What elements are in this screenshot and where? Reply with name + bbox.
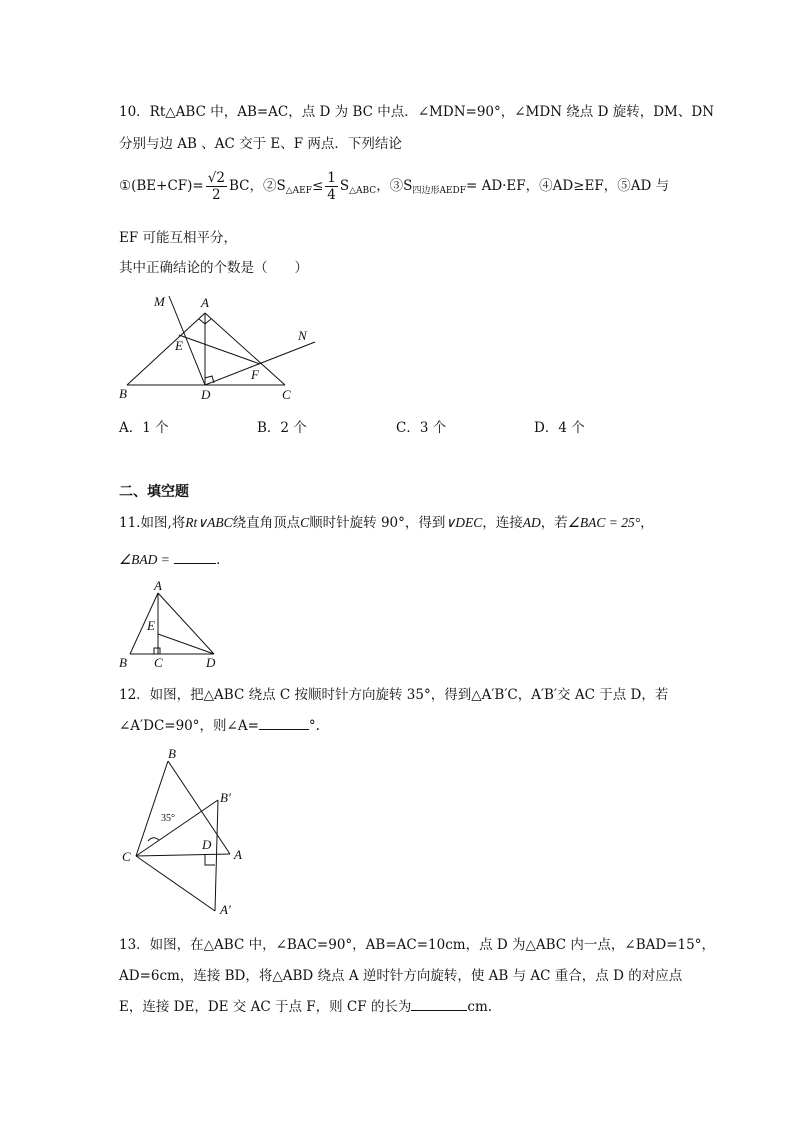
q11-figure bbox=[116, 578, 226, 670]
label-d: D bbox=[202, 837, 212, 852]
label-angle-35: 35° bbox=[161, 813, 175, 824]
q11-line2: ∠BAD = ． bbox=[119, 552, 230, 568]
label-c: C bbox=[282, 387, 291, 402]
label-d: D bbox=[206, 655, 216, 670]
q12-line1: 12．如图，把△ABC 绕点 C 按顺时针方向旋转 35°，得到△A′B′C，A′B′交 AC 于点 D，若 bbox=[119, 687, 669, 703]
q10-line4: EF 可能互相平分， bbox=[119, 230, 238, 246]
label-b: B bbox=[119, 655, 127, 670]
q13-line1: 13．如图，在△ABC 中，∠BAC=90°，AB=AC=10cm，点 D 为△ABC 内一点，∠BAD=15°， bbox=[119, 937, 715, 953]
q12-figure bbox=[116, 745, 256, 920]
label-a: A bbox=[234, 847, 242, 862]
label-n: N bbox=[298, 328, 307, 343]
segment-b-prime-a-prime bbox=[215, 800, 218, 911]
q10-line1: 10．Rt△ABC 中，AB=AC，点 D 为 BC 中点．∠MDN=90°，∠MDN 绕点 D 旋转，DM、DN bbox=[119, 104, 715, 120]
label-b: B bbox=[168, 746, 176, 761]
segment-cb bbox=[136, 761, 168, 856]
right-angle-c bbox=[154, 648, 160, 654]
right-angle-d bbox=[205, 855, 215, 865]
label-d: D bbox=[201, 387, 211, 402]
segment-ba bbox=[127, 313, 205, 385]
answer-blank[interactable] bbox=[174, 551, 216, 564]
label-c: C bbox=[122, 849, 131, 864]
label-m: M bbox=[154, 294, 165, 309]
answer-blank[interactable] bbox=[411, 998, 467, 1011]
answer-blank[interactable] bbox=[259, 717, 309, 730]
segment-ca-prime bbox=[136, 856, 215, 911]
label-a-prime: A′ bbox=[220, 902, 231, 917]
option-b: B．2 个 bbox=[257, 420, 307, 436]
q10-conclusions: ①(BE+CF)= $\frac{√2}{2}$ BC，$②S_{\triangle AEF}\le$ $\frac{1}{4}$ $S_{\triangle ABC}$，$③S_{四边形AEDF}= AD\cdot EF$，④AD≥EF，⑤AD 与 bbox=[119, 170, 670, 203]
q11-line1: 11.如图,将Rt∨ABC绕直角顶点C顺时针旋转 90°，得到∨DEC，连接AD，若∠BAC = 25°， bbox=[119, 515, 654, 531]
fraction-1-over-4: $\frac{1}{4}$ bbox=[327, 170, 336, 203]
label-f: F bbox=[251, 367, 259, 382]
option-d: D．4 个 bbox=[534, 420, 585, 436]
segment-ed bbox=[158, 634, 214, 654]
q12-line2: ∠A′DC=90°，则∠A= °. bbox=[119, 718, 320, 734]
label-e: E bbox=[147, 618, 155, 633]
option-a: A．1 个 bbox=[119, 420, 169, 436]
segment-ca bbox=[136, 854, 230, 856]
label-a: A bbox=[201, 295, 209, 310]
option-c: C．3 个 bbox=[396, 420, 447, 436]
q10-figure bbox=[115, 292, 325, 404]
q13-line3: E，连接 DE，DE 交 AC 于点 F，则 CF 的长为 cm. bbox=[119, 999, 493, 1015]
label-c: C bbox=[154, 655, 163, 670]
angle-arc bbox=[148, 838, 159, 841]
fraction-sqrt2-over-2: $\frac{√2}{2}$ bbox=[207, 170, 225, 203]
label-e: E bbox=[175, 338, 183, 353]
q13-line2: AD=6cm，连接 BD，将△ABD 绕点 A 逆时针方向旋转，使 AB 与 AC 重合，点 D 的对应点 bbox=[119, 968, 683, 984]
label-b: B bbox=[119, 386, 127, 401]
label-b-prime: B′ bbox=[220, 790, 231, 805]
label-a: A bbox=[154, 578, 162, 593]
segment-ba bbox=[168, 761, 230, 854]
segment-ad bbox=[158, 593, 214, 654]
q10-line5: 其中正确结论的个数是（ ） bbox=[119, 260, 308, 276]
q10-line2: 分别与边 AB 、AC 交于 E、F 两点．下列结论 bbox=[119, 136, 402, 152]
section-heading: 二、填空题 bbox=[119, 484, 189, 500]
